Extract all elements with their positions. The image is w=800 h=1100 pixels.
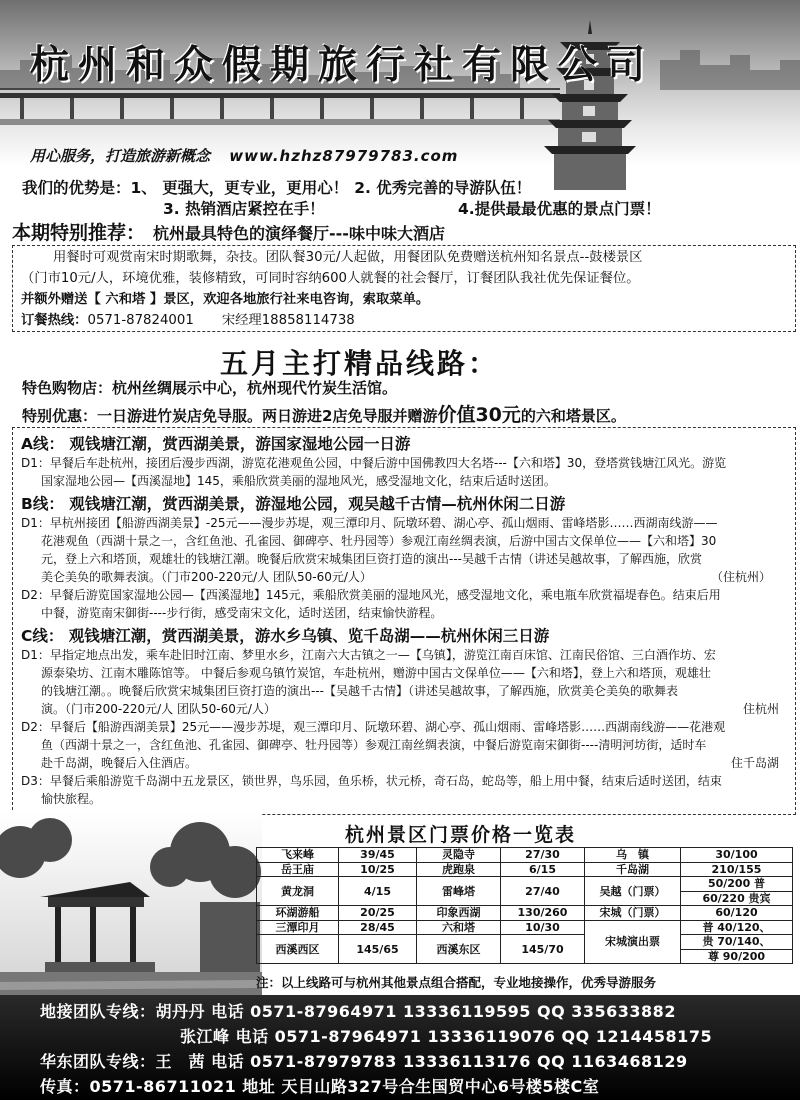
route-c-title: C线： 观钱塘江潮，赏西湖美景，游水乡乌镇、览千岛湖——杭州休闲三日游 [21,627,550,645]
ticket-cell: 贵 70/140、 [681,935,793,950]
ticket-cell: 60/120 [681,906,793,921]
recommend-label: 本期特别推荐： [12,222,146,244]
table-row [257,920,793,935]
routes-box [12,427,796,815]
slogan-text: 用心服务，打造旅游新概念 [30,147,211,165]
ticket-cell: 210/155 [681,862,793,877]
ticket-cell: 130/260 [501,906,585,921]
website-url[interactable]: www.hzhz87979783.com [229,147,459,165]
advantages-line-1 [22,176,531,198]
ticket-table-title: 杭州景区门票价格一览表 [345,824,577,846]
advantages-lead: 我们的优势是： [22,179,131,197]
ticket-cell: 飞来峰 [257,848,339,863]
ticket-cell: 6/15 [501,862,585,877]
route-c-d2-line-2: 鱼（西湖十景之一，含红鱼池、孔雀园、御碑亭、牡丹园等）参观江南丝绸表演，中餐后游览南宋御街----清明河坊街，适时车 [41,738,707,752]
route-c-d2-stay: 住千岛湖 [731,756,780,770]
route-b-d1-line-4: 美仑美奂的歌舞表演。（门市200-220元/人 团队50-60元/人） [41,570,372,584]
ticket-cell: 千岛湖 [585,862,681,877]
route-b-d1-line-3: 元，登上六和塔顶，观雄壮的钱塘江潮。晚餐后欣赏宋城集团巨资打造的演出---吴越千古情（讲述吴越故事，了解西施，欣赏 [41,552,702,566]
footnote: 注：以上线路可与杭州其他景点组合搭配，专业地接操作，优秀导游服务 [256,975,657,990]
company-title: 杭州和众假期旅行社有限公司 [30,42,655,88]
ticket-cell: 28/45 [339,920,417,935]
ticket-cell: 10/25 [339,862,417,877]
route-c-d3-line-2: 愉快旅程。 [41,792,102,806]
recommend-line-1: 用餐时可观赏南宋时期歌舞，杂技。团队餐30元/人起做，用餐团队免费赠送杭州知名景点--鼓楼景区 [53,250,643,265]
contact-line-1: 地接团队专线：胡丹丹 电话 0571-87964971 13336119595 QQ 335633882 [40,1002,676,1021]
table-row [257,935,793,950]
ticket-cell: 灵隐寺 [417,848,501,863]
advantage-2: 2. 优秀完善的导游队伍！ [354,179,532,197]
advantage-3: 3. 热销酒店紧控在手！ [163,200,325,218]
ticket-cell: 27/40 [501,877,585,906]
route-a-title: A线： 观钱塘江潮，赏西湖美景，游国家湿地公园一日游 [21,435,411,453]
ticket-cell: 吴越（门票） [585,877,681,906]
special-offer-line [22,400,626,427]
route-b-d2-line-2: 中餐，游览南宋御街----步行街，感受南宋文化，适时送团，结束愉快游程。 [41,606,443,620]
ticket-cell: 三潭印月 [257,920,339,935]
hotline-label: 订餐热线： [21,313,88,328]
route-a-d1-line-1: D1：早餐后车赴杭州，接团后漫步西湖，游览花港观鱼公园，中餐后游中国佛教四大名塔---【六和塔】30，登塔赏钱塘江风光。游览 [21,456,727,470]
recommend-heading [12,218,445,245]
ticket-cell: 宋城（门票） [585,906,681,921]
ticket-cell: 雷峰塔 [417,877,501,906]
recommend-line-2: （门市10元/人，环境优雅，装修精致，可同时容纳600人就餐的社会餐厅，订餐团队我社优先保证餐位。 [21,271,640,286]
table-row [257,877,793,892]
recommend-box [12,245,796,332]
ticket-cell: 4/15 [339,877,417,906]
route-c-d1-line-4: 演。（门市200-220元/人 团队50-60元/人） [41,702,276,716]
main-heading: 五月主打精品线路： [220,347,500,380]
route-b-d1-stay: （住杭州） [711,570,772,584]
route-c-d2-line-3: 赴千岛湖，晚餐后入住酒店。 [41,756,198,770]
shopping-line: 特色购物店：杭州丝绸展示中心，杭州现代竹炭生活馆。 [22,379,398,397]
route-c-d1-line-1: D1：早指定地点出发，乘车赴旧时江南、梦里水乡，江南六大古镇之一—【乌镇】，游览江南百床馆、江南民俗馆、三白酒作坊、宏 [21,648,716,662]
ticket-cell: 黄龙洞 [257,877,339,906]
ticket-cell: 60/220 贵宾 [681,891,793,906]
route-c-d2-line-1: D2：早餐后【船游西湖美景】25元——漫步苏堤，观三潭印月、阮墩环碧、湖心亭、孤山烟雨、雷峰塔影……西湖南线游——花港观 [21,720,726,734]
recommend-line-3: 并额外赠送【 六和塔 】景区，欢迎各地旅行社来电咨询，索取菜单。 [21,292,430,307]
route-b-d1-line-2: 花港观鱼（西湖十景之一，含红鱼池、孔雀园、御碑亭、牡丹园等）参观江南丝绸表演，后游中国古文保单位——【六和塔】30 [41,534,717,548]
ticket-cell: 西溪东区 [417,935,501,964]
ticket-cell: 145/65 [339,935,417,964]
ticket-cell: 岳王庙 [257,862,339,877]
route-b-d2-line-1: D2：早餐后游览国家湿地公园—【西溪湿地】145元，乘船欣赏美丽的湿地风光，感受湿地文化，乘电瓶车欣赏福堤春色。结束后用 [21,588,721,602]
table-row [257,906,793,921]
ticket-cell: 20/25 [339,906,417,921]
ticket-cell: 39/45 [339,848,417,863]
contact-line-4: 传真：0571-86711021 地址 天目山路327号合生国贸中心6号楼5楼C室 [40,1077,600,1096]
pavilion-image [0,812,262,1012]
advantage-1: 1、 更强大，更专业，更用心！ [130,179,349,197]
ticket-cell: 印象西湖 [417,906,501,921]
table-row [257,848,793,863]
offer-prefix: 特别优惠：一日游进竹炭店免导服。两日游进2店免导服并赠游 [22,407,438,425]
route-c-d1-line-3: 的钱塘江潮。。晚餐后欣赏宋城集团巨资打造的演出---【吴越千古情】（讲述吴越故事，了解西施，欣赏美仑美奂的歌舞表 [41,684,678,698]
ticket-cell: 普 40/120、 [681,920,793,935]
offer-value: 价值30元 [437,404,521,426]
hotline-number[interactable]: 0571-87824001 [87,313,194,328]
ticket-cell: 六和塔 [417,920,501,935]
route-c-d1-stay: 住杭州 [743,702,780,716]
route-c-d3-line-1: D3：早餐后乘船游览千岛湖中五龙景区，锁世界，鸟乐园，鱼乐桥，状元桥，奇石岛，蛇岛等，船上用中餐，结束后适时送团，结束 [21,774,722,788]
recommend-subtitle: 杭州最具特色的演绎餐厅---味中味大酒店 [153,224,445,243]
manager-contact[interactable]: 宋经理18858114738 [221,313,355,328]
route-c-d1-line-2: 源泰染坊、江南木雕陈馆等。 中餐后参观乌镇竹炭馆，车赴杭州，赠游中国古文保单位——【六和塔】，登上六和塔顶，观雄壮 [41,666,711,680]
ticket-cell: 乌 镇 [585,848,681,863]
bridge-image [0,85,560,125]
advantage-4: 4.提供最最优惠的景点门票！ [458,200,661,218]
contact-line-2: 张江峰 电话 0571-87964971 13336119076 QQ 1214458175 [180,1027,713,1046]
ticket-price-table [256,847,793,964]
ticket-cell: 宋城演出票 [585,920,681,964]
route-a-d1-line-2: 国家湿地公园—【西溪湿地】145，乘船欣赏美丽的湿地风光，感受湿地文化，结束后适时送团。 [41,474,556,488]
route-b-d1-line-1: D1：早杭州接团【船游西湖美景】-25元——漫步苏堤，观三潭印月、阮墩环碧、湖心亭、孤山烟雨、雷峰塔影……西湖南线游—— [21,516,718,530]
ticket-cell: 145/70 [501,935,585,964]
recommend-hotline-row [21,310,355,331]
table-row [257,862,793,877]
offer-suffix: 的六和塔景区。 [520,407,626,425]
ticket-cell: 10/30 [501,920,585,935]
ticket-cell: 虎跑泉 [417,862,501,877]
route-b-title: B线： 观钱塘江潮，赏西湖美景，游湿地公园，观吴越千古情—杭州休闲二日游 [21,495,566,513]
ticket-cell: 50/200 普 [681,877,793,892]
contact-footer [0,995,800,1100]
ticket-cell: 西溪西区 [257,935,339,964]
slogan [30,145,458,166]
ticket-cell: 30/100 [681,848,793,863]
ticket-cell: 环湖游船 [257,906,339,921]
ticket-cell: 尊 90/200 [681,949,793,964]
contact-line-3: 华东团队专线：王 茜 电话 0571-87979783 13336113176 QQ 1163468129 [40,1052,688,1071]
ticket-cell: 27/30 [501,848,585,863]
